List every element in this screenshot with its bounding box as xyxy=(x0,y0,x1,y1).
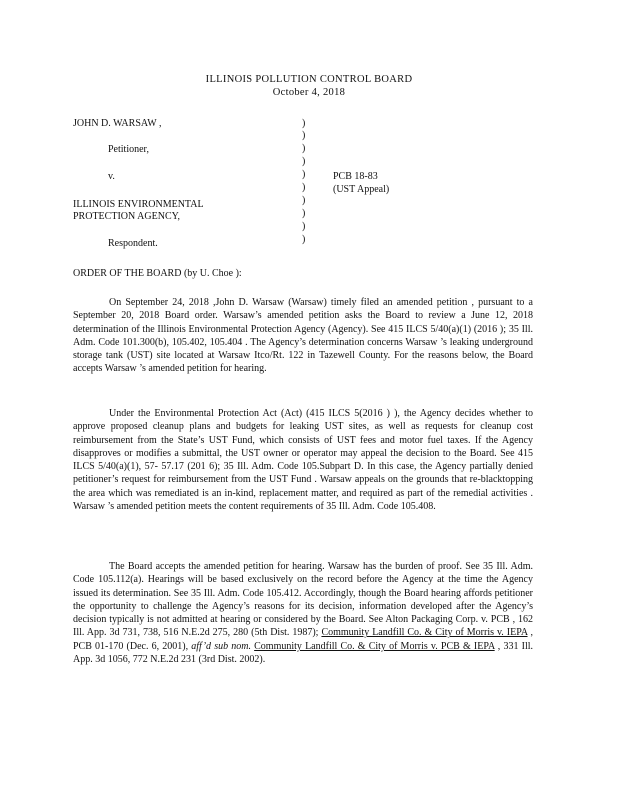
case-number: PCB 18-83 xyxy=(333,171,378,182)
order-heading: ORDER OF THE BOARD (by U. Choe ): xyxy=(73,268,242,279)
paragraph-2: Under the Environmental Protection Act (Act) (415 ILCS 5(2016 ) ), the Agency decides whether to approve proposed cleanup plans and budgets for leaking UST sites, as well as requests for cleanup cost reimbursement from the State’s UST Fund, which consists of UST fees and motor fuel taxes. If the Agency disapproves or modifies a submittal, the UST owner or operator may appeal the decision to the Board. See 415 ILCS 5/40(a)(1), 57- 57.17 (201 6); 35 Ill. Adm. Code 105.Subpart D. In this case, the Agency partially denied petitioner’s request for reimbursement from the UST Fund . Warsaw appeals on the grounds that re-blacktopping the area which was remediated is an in-kind, replacement matter, and required as part of the remedial activities . Warsaw ’s amended petition meets the content requirements of 35 Ill. Adm. Code 105.408. xyxy=(73,408,533,513)
order-date: October 4, 2018 xyxy=(272,87,346,98)
respondent-name-line2: PROTECTION AGENCY, xyxy=(73,211,181,222)
respondent-name-line1: ILLINOIS ENVIRONMENTAL xyxy=(73,199,204,210)
petitioner-role: Petitioner, xyxy=(108,144,149,155)
petitioner-name: JOHN D. WARSAW , xyxy=(73,118,162,129)
case-type: (UST Appeal) xyxy=(333,184,390,195)
affd-sub-nom: aff’d sub nom. xyxy=(191,640,251,652)
citation-community-landfill-pcb: Community Landfill Co. & City of Morris v. PCB & IEPA xyxy=(254,640,495,652)
paragraph-3: The Board accepts the amended petition for hearing. Warsaw has the burden of proof. See 35 Ill. Adm. Code 105.112(a). Hearings will be based exclusively on the record before the Agency at the time the Agency issued its determination. See 35 Ill. Adm. Code 105.412. Accordingly, though the Board hearing affords petitioner the opportunity to challenge the Agency’s reasons for its decision, information developed after the Agency’s decision typically is not admitted at hearing or considered by the Board. See Alton Packaging Corp. v. PCB , 162 Ill. App. 3d 731, 738, 516 N.E.2d 275, 280 (5th Dist. 1987); Community Landfill Co. & City of Morris v. IEPA , PCB 01-170 (Dec. 6, 2001), aff’d sub nom. Community Landfill Co. & City of Morris v. PCB & IEPA , 331 Ill. App. 3d 1056, 772 N.E.2d 231 (3rd Dist. 2002). xyxy=(73,561,534,666)
citation-community-landfill-iepa: Community Landfill Co. & City of Morris v. IEPA xyxy=(321,627,528,639)
versus: v. xyxy=(108,171,115,182)
document-page: ILLINOIS POLLUTION CONTROL BOARD October 4, 2018 JOHN D. WARSAW , Petitioner, v. ILLINOIS ENVIRONMENTAL PROTECTION AGENCY, Respondent. ) ) ) ) ) ) ) ) ) ) PCB 18-83 (UST Appeal) ORDER OF THE BOARD (by U. Choe ): On September 24, 2018 ,John D. Warsaw (Warsaw) timely filed an amended petition , pursuant to a September 20, 2018 Board order. Warsaw’s amended petition asks the Board to review a June 12, 2018 determination of the Illinois Environmental Protection Agency (Agency). See 415 ILCS 5/40(a)(1) (2016 ); 35 Ill. Adm. Code 101.300(b), 105.402, 105.404 . The Agency’s determination concerns Warsaw ’s leaking underground storage tank (UST) site located at Warsaw Itco/Rt. 122 in Tazewell County. For the reasons below, the Board accepts Warsaw ’s amended petition for hearing. Under the Environmental Protection Act (Act) (415 ILCS 5(2016 ) ), the Agency decides whether to approve proposed cleanup plans and budgets for leaking UST sites, as well as requests for cleanup cost reimbursement from the State’s UST Fund, which consists of UST fees and motor fuel taxes. If the Agency disapproves or modifies a submittal, the UST owner or operator may appeal the decision to the Board. See 415 ILCS 5/40(a)(1), 57- 57.17 (201 6); 35 Ill. Adm. Code 105.Subpart D. In this case, the Agency partially denied petitioner’s request for reimbursement from the UST Fund . Warsaw appeals on the grounds that re-blacktopping the area which was remediated is an in-kind, replacement matter, and required as part of the remedial activities . Warsaw ’s amended petition meets the content requirements of 35 Ill. Adm. Code 105.408. The Board accepts the amended petition for hearing. Warsaw has the burden of proof. See 35 Ill. Adm. Code 105.112(a). Hearings will be based exclusively on the record before the Agency at the time the Agency issued its determination. See 35 Ill. Adm. Code 105.412. Accordingly, though the Board hearing affords petitioner the opportunity to challenge the Agency’s reasons for its decision, information developed after the Agency’s decision typically is not admitted at hearing or considered by the Board. See Alton Packaging Corp. v. PCB , 162 Ill. App. 3d 731, 738, 516 N.E.2d 275, 280 (5th Dist. 1987); Community Landfill Co. & City of Morris v. IEPA , PCB 01-170 (Dec. 6, 2001), aff’d sub nom. Community Landfill Co. & City of Morris v. PCB & IEPA , 331 Ill. App. 3d 1056, 772 N.E.2d 231 (3rd Dist. 2002). xyxy=(0,0,618,800)
board-title: ILLINOIS POLLUTION CONTROL BOARD xyxy=(205,74,413,85)
paragraph-1: On September 24, 2018 ,John D. Warsaw (Warsaw) timely filed an amended petition , pursuant to a September 20, 2018 Board order. Warsaw’s amended petition asks the Board to review a June 12, 2018 determination of the Illinois Environmental Protection Agency (Agency). See 415 ILCS 5/40(a)(1) (2016 ); 35 Ill. Adm. Code 101.300(b), 105.402, 105.404 . The Agency’s determination concerns Warsaw ’s leaking underground storage tank (UST) site located at Warsaw Itco/Rt. 122 in Tazewell County. For the reasons below, the Board accepts Warsaw ’s amended petition for hearing. xyxy=(73,297,533,375)
respondent-role: Respondent. xyxy=(108,238,158,249)
